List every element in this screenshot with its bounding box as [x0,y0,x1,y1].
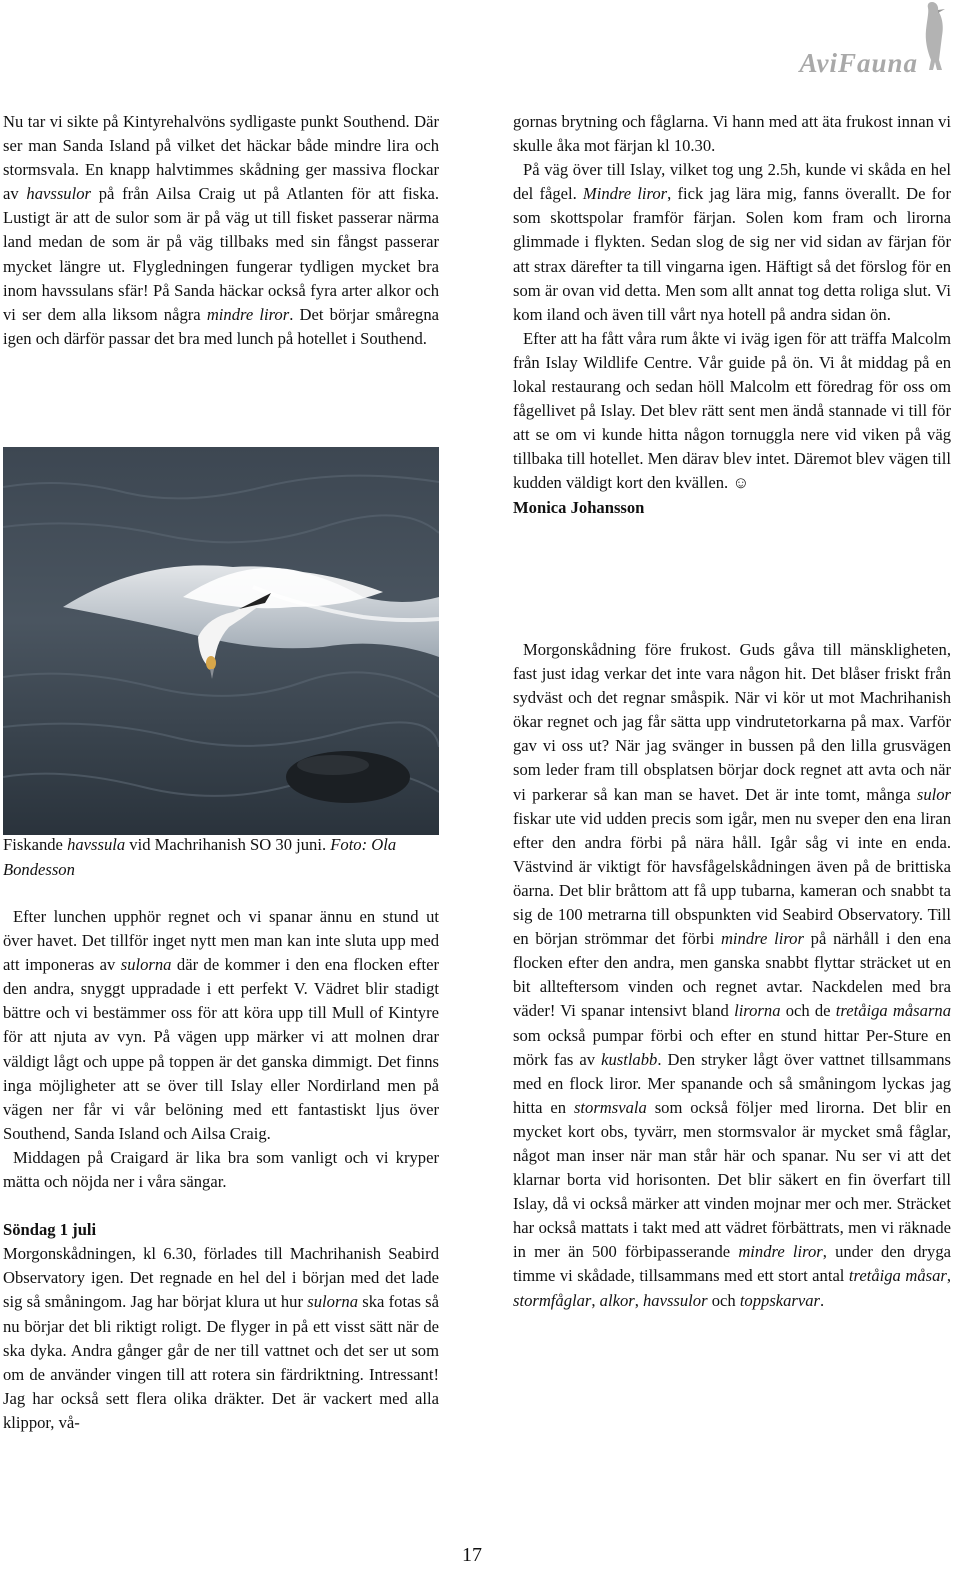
left-column-top [3,110,439,351]
italic-term: lirorna [734,1001,781,1021]
avifauna-logo [712,0,952,80]
morning-paragraph: Morgonskådning före frukost. Guds gåva till mänskligheten, fast just idag verkar det inte vara någon hit. Det blåser friskt från sydväst och det regnar småspik. När vi kör ut mot Machrihanish ökar regnet och jag får sätta upp vindrutetorkarna på max. Varför gav vi oss ut? När jag svänger in bussen på den lilla grusvägen som leder fram till obsplatsen börjar dock regnet att avta och när vi parkerar så kan man se havet. Det är inte tomt, många sulor fiskar ute vid udden precis som igår, men nu sveper den ena liran efter den andra förbi på nära håll. Igår såg vi inte en enda. Västvind är viktigt för havsfågelskådningen även på de brittiska öarna. Det blir bråttom att få upp tubarna, kameran och snabbt ta sig de 100 metrarna till obspunkten vid Seabird Observatory. Till en början strömmar det förbi mindre liror på närhåll i den ena flocken efter den andra, men ganska snabbt flyttar sträcket ut en bit allteftersom vinden och regnet avtar. Nackdelen med bra väder! Vi spanar intensivt bland lirorna och de tretåiga måsarna som också pumpar förbi och efter en stund hittar Per-Sture en mörk fas av kustlabb. Den stryker lågt över vattnet tillsammans med en flock liror. Mer spanande och så småningom lyckas jag hitta en stormsvala som också följer med lirorna. Det blir en mycket kort obs, tyvärr, men stormsvalor är mycket små fåglar, något man inser när man står här och spanar. Nu ser vi att det klarnar borta vid horisonten. Det blir säkert en fin överfart till Islay, då vi också märker att vinden mojnar mer och mer. Sträcket har också mattats i takt med att vädret förbättrats, men vi räknade in mer än 500 förbipasserande mindre liror, under den dryga timme vi skådade, tillsammans med ett stort antal tretåiga måsar, stormfåglar, alkor, havssulor och toppskarvar. [513,640,952,1310]
dinner-paragraph: Middagen på Craigard är lika bra som vanligt och vi kryper mätta och nöjda ner i våra sängar. [3,1147,439,1192]
italic-term: sulorna [307,1292,358,1312]
italic-term: alkor [599,1290,635,1310]
italic-term: sulorna [120,955,172,975]
photo-caption [3,833,439,882]
italic-term: mindre liror [738,1242,823,1262]
evening-paragraph: Efter att ha fått våra rum åkte vi iväg igen för att träffa Malcolm från Islay Wildlife Centre. Vår guide på ön. Vi åt middag på en lokal restaurang och sedan höll Malcolm ett föredrag för oss om fågellivet på Islay. Det blev rätt sent men ändå stannade vi till för att se om vi kunde hitta någon tornuggla nere vid viken på väg tillbaka till hotellet. Men därav blev intet. Däremot blev vägen till kudden väldigt kort den kvällen. ☺ [513,328,951,493]
page-number: 17 [462,1544,482,1566]
sea-photo-image [3,447,439,835]
italic-term: sulor [916,784,951,804]
author-signature: Monica Johansson [513,497,645,517]
italic-term: kustlabb [601,1049,658,1069]
left-column-bottom [3,905,439,1435]
italic-term: Foto: Ola Bondesson [3,835,397,879]
ferry-paragraph: På väg över till Islay, vilket tog ung 2.5h, kunde vi skåda en hel del fågel. Mindre liror, fick jag lära mig, fanns överallt. De for som skottspolar framför färjan. Solen kom fram och lirorna glimmade i flykten. Sedan slog de sig ner vid sidan av färjan för att strax därefter ta till vingarna igen. Häftigt så det förslog för en som är ovan vid detta. Men som allt annat tog detta roliga slut. Vi kom iland och även till vårt nya hotell på andra sidan ön. [513,160,951,324]
gannet-photo [3,447,439,835]
italic-term: mindre liror [206,304,290,324]
italic-term: Mindre liror [582,184,668,204]
right-column-top [513,110,951,520]
right-column-bottom [513,638,951,1313]
italic-term: toppskarvar [739,1290,821,1310]
italic-term: stormsvala [573,1097,647,1117]
intro-paragraph: Nu tar vi sikte på Kintyrehalvöns sydligaste punkt Southend. Där ser man Sanda Island på vilket det häckar både mindre lira och stormsvala. En knapp halvtimmes skådning ger massiva flockar av havssulor på från Ailsa Craig ut på Atlanten för att fiska. Lustigt är att de sulor som är på väg ut till fisket passerar närma land medan de som är på väg tillbaks med sin fångst passerar mycket längre ut. Flygledningen fungerar tydligen mycket bra inom havssulans sfär! På Sanda häckar också fyra arter alkor och vi ser dem alla liksom några mindre liror. Det börjar småregna igen och därför passar det bra med lunch på hotellet i Southend. [3,112,440,348]
italic-term: havssula [67,835,126,854]
afternoon-paragraph: Efter lunchen upphör regnet och vi spanar ännu en stund ut över havet. Det tillför inget nytt men man kan inte sluta upp med att imponeras av sulorna där de kommer i den ena flocken efter den andra, snyggt uppradade i ett perfekt V. Vädret blir stadigt bättre och vi bestämmer oss för att köra upp till Mull of Kintyre för att njuta av vyn. På vägen upp märker vi att molnen drar väldigt lågt och uppe på toppen är det ganska dimmigt. Det finns inga möjligheter att se över till Islay eller Nordirland men på vägen ner får vi vår belöning med ett fantastiskt ljus över Southend, Sanda Island och Ailsa Craig. [3,907,439,1143]
sunday-paragraph: Morgonskådningen, kl 6.30, förlades till Machrihanish Seabird Observatory igen. Det regnade en hel del i början med det lade sig så småningom. Jag har börjat klura ut hur sulorna ska fotas så nu börjar det bli riktigt roligt. De flyger in på ett visst sätt när de ska dyka. Andra gånger går de ner till vattnet och det ser ut som om de använder vingen till att rotera sin färdriktning. Intressant! Jag har också sett flera olika dräkter. Det är vackert med alla klippor, vå- [3,1244,439,1432]
caption-text: Fiskande havssula vid Machrihanish SO 30 juni. Foto: Ola Bondesson [3,835,397,879]
italic-term: havssulor [26,184,91,204]
continuation-paragraph: gornas brytning och fåglarna. Vi hann med att äta frukost innan vi skulle åka mot färjan kl 10.30. [513,112,951,156]
italic-term: mindre liror [720,929,804,949]
italic-term: havssulor [643,1290,708,1310]
day-heading: Söndag 1 juli [3,1220,97,1240]
italic-term: tretåiga måsar [848,1266,947,1286]
logo-text: AviFauna [799,48,918,78]
italic-term: tretåiga måsarna [835,1001,951,1021]
italic-term: stormfåglar [513,1290,592,1310]
bird-logo-icon [918,0,948,72]
